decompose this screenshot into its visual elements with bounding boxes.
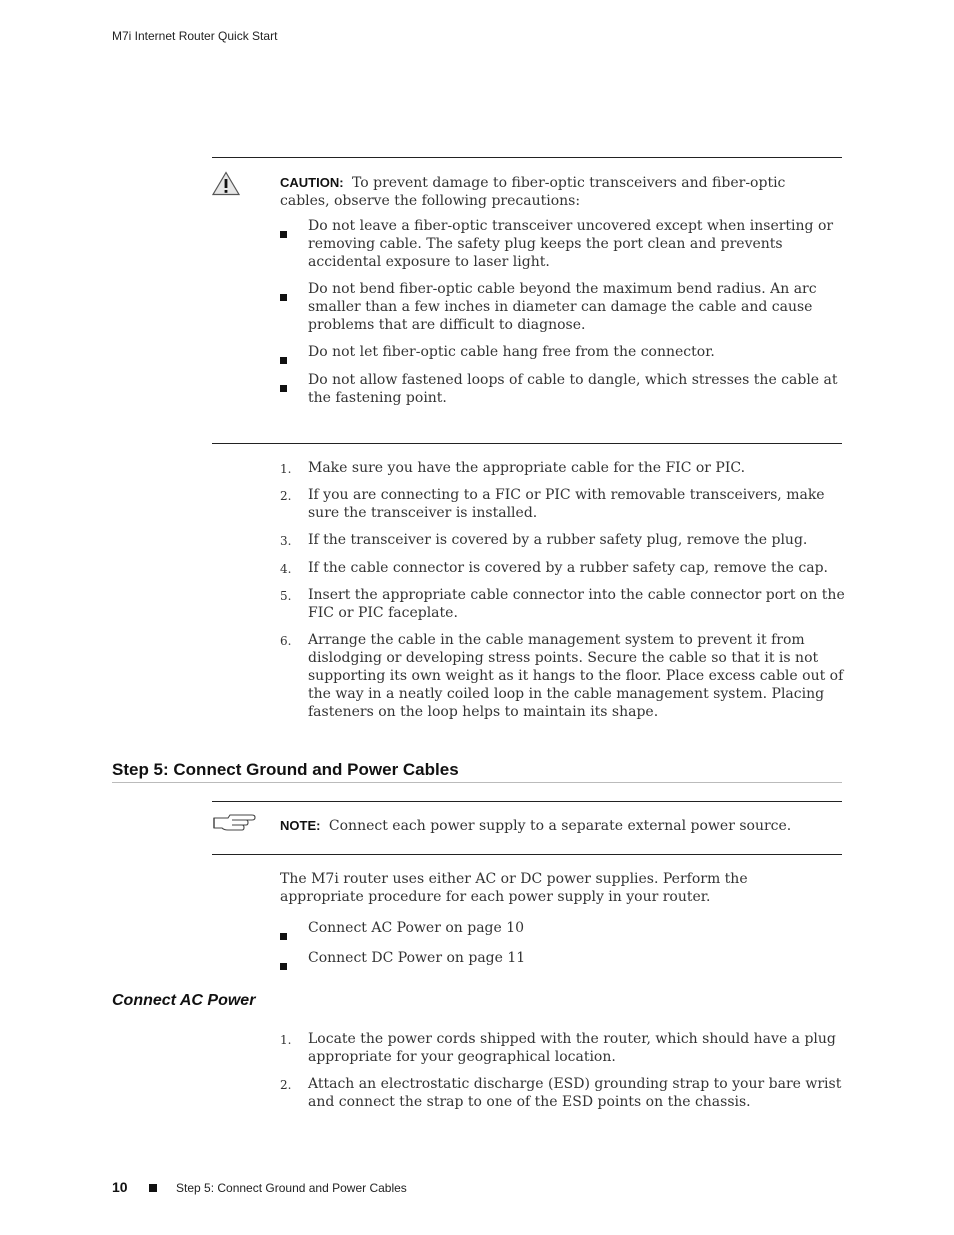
pointing-hand-icon (212, 812, 256, 834)
step-text: If the transceiver is covered by a rubber safety plug, remove the plug. (308, 532, 808, 548)
step-number: 2. (280, 489, 292, 503)
step-number: 1. (280, 462, 292, 476)
page-number: 10 (112, 1179, 128, 1195)
note-top-rule (212, 801, 842, 802)
intro-paragraph: The M7i router uses either AC or DC power supplies. Perform the appropriate procedure for each power supply in your router. (280, 871, 748, 905)
step-text: Arrange the cable in the cable management system to prevent it from dislodging or developing stress points. Secure the cable so that it is not supporting its own weight as it hangs to the floor. Place excess cable out of the way in a neatly coiled loop in the cable management system. Placing fasteners on the loop helps to maintain its shape. (308, 632, 844, 720)
footer-section-title: Step 5: Connect Ground and Power Cables (176, 1181, 407, 1195)
caution-bullet-item: Do not leave a fiber-optic transceiver uncovered except when inserting or removing cable. The safety plug keeps the port clean and prevents accidental exposure to laser light. (308, 218, 834, 270)
bullet-marker (280, 963, 287, 970)
bullet-marker (280, 385, 287, 392)
step-text: Insert the appropriate cable connector into the cable connector port on the FIC or PIC faceplate. (308, 587, 845, 621)
running-header: M7i Internet Router Quick Start (112, 29, 278, 43)
step-number: 3. (280, 534, 292, 548)
caution-bottom-rule (212, 443, 842, 444)
caution-top-rule (212, 157, 842, 158)
step-text: If the cable connector is covered by a rubber safety cap, remove the cap. (308, 560, 829, 576)
step-text: Locate the power cords shipped with the router, which should have a plug appropriate for your geographical location. (308, 1031, 836, 1065)
caution-bullet-item: Do not allow fastened loops of cable to dangle, which stresses the cable at the fastening point. (308, 372, 838, 406)
bullet-marker (280, 357, 287, 364)
step-text: Make sure you have the appropriate cable for the FIC or PIC. (308, 460, 746, 476)
bullet-marker (280, 231, 287, 238)
caution-bullet-item: Do not bend fiber-optic cable beyond the maximum bend radius. An arc smaller than a few inches in diameter can damage the cable and cause problems that are difficult to diagnose. (308, 281, 817, 333)
caution-bullet-item: Do not let fiber-optic cable hang free from the connector. (308, 344, 715, 360)
caution-paragraph (280, 174, 825, 210)
note-label: NOTE: (280, 818, 321, 833)
warning-triangle-icon (212, 171, 240, 196)
bullet-marker (280, 294, 287, 301)
section-heading-step5: Step 5: Connect Ground and Power Cables (112, 760, 459, 779)
step-number: 4. (280, 562, 292, 576)
bullet-marker (280, 933, 287, 940)
step-text: If you are connecting to a FIC or PIC with removable transceivers, make sure the transceiver is installed. (308, 487, 825, 521)
note-paragraph (280, 817, 825, 835)
step-number: 1. (280, 1033, 292, 1047)
note-bottom-rule (212, 854, 842, 855)
step-number: 6. (280, 634, 292, 648)
heading-underline (112, 782, 842, 783)
note-text: Connect each power supply to a separate external power source. (328, 818, 792, 834)
step-text: Attach an electrostatic discharge (ESD) grounding strap to your bare wrist and connect the strap to one of the ESD points on the chassis. (308, 1076, 842, 1110)
step-number: 5. (280, 589, 292, 603)
cross-reference-link-dc[interactable]: Connect DC Power on page 11 (308, 950, 526, 966)
footer-separator (149, 1184, 157, 1192)
caution-text: To prevent damage to fiber-optic transceivers and fiber-optic cables, observe the following precautions: (280, 175, 786, 209)
step-number: 2. (280, 1078, 292, 1092)
caution-label: CAUTION: (280, 175, 344, 190)
subsection-heading-ac-power: Connect AC Power (112, 992, 256, 1009)
cross-reference-link-ac[interactable]: Connect AC Power on page 10 (308, 920, 525, 936)
